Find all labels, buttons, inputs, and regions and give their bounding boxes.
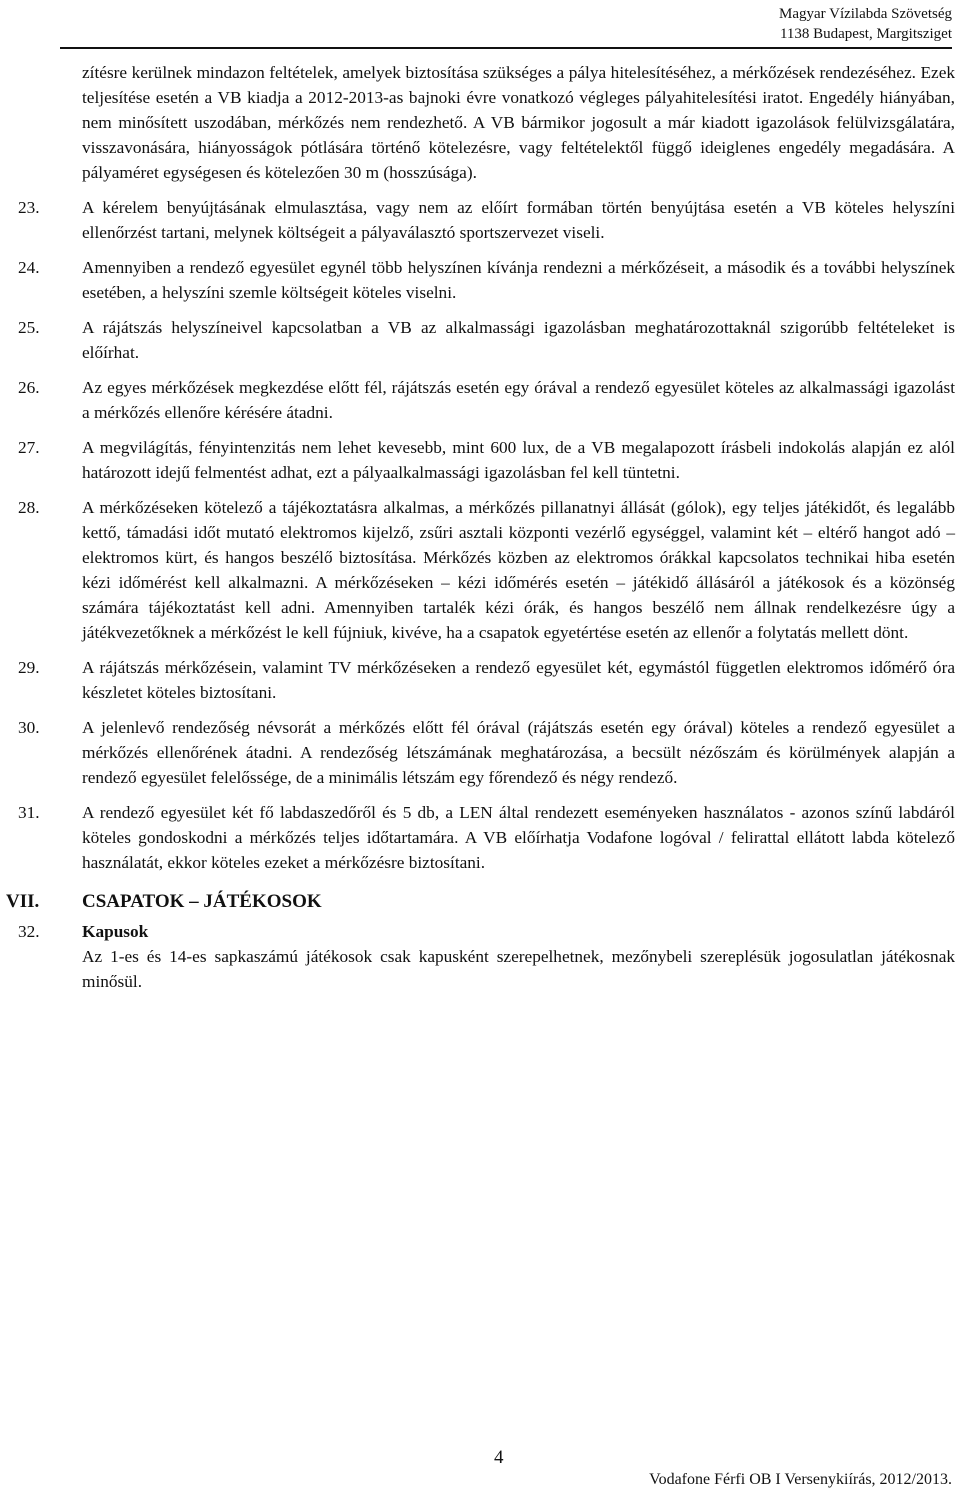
section-number: VII.	[6, 891, 40, 912]
footer-title: Vodafone Férfi OB I Versenykiírás, 2012/2013.	[649, 1471, 952, 1488]
section-heading	[6, 889, 955, 915]
item-number: 28.	[18, 498, 40, 517]
page-number: 4	[494, 1447, 504, 1468]
list-item	[18, 919, 955, 994]
item-number: 23.	[18, 198, 40, 217]
item-text: A jelenlevő rendezőség névsorát a mérkőzés előtt fél órával (rájátszás esetén egy órával) köteles a rendező egyesület a mérkőzés ellenőrének átadni. A rendezőség létszámának meghatározása, a becsült nézőszám és körülmények alapján a rendező egyesület felelőssége, de a minimális létszám egy főrendező és négy rendező.	[82, 718, 955, 787]
item-number: 30.	[18, 718, 40, 737]
header-rule	[60, 47, 952, 49]
item-number: 31.	[18, 803, 40, 822]
item-subheading: Kapusok	[82, 922, 149, 941]
header-org: Magyar Vízilabda Szövetség	[778, 6, 952, 22]
item-text: Amennyiben a rendező egyesület egynél több helyszínen kívánja rendezni a mérkőzéseit, a második és a további helyszínek esetében, a helyszíni szemle költségeit köteles viselni.	[82, 258, 955, 302]
intro-paragraph: zítésre kerülnek mindazon feltételek, amelyek biztosítása szükséges a pálya hitelesítéséhez, a mérkőzések rendezéséhez. Ezek teljesítése esetén a VB kiadja a 2012-2013-as bajnoki évre vonatkozó végleges pályahitelesítési iratot. Engedély hiányában, nem minősített uszodában, mérkőzés nem rendezhető. A VB bármikor jogosult a már kiadott igazolások felülvizsgálatára, visszavonására, hiányosságok pótlására történő kötelezésre, vagy feltételektől függő ideiglenes engedély megadására. A pályaméret egységesen és kötelezően 30 m (hosszúsága).	[82, 63, 955, 182]
header-address: 1138 Budapest, Margitsziget	[779, 26, 952, 42]
list-item	[18, 255, 955, 305]
item-number: 26.	[18, 378, 40, 397]
item-number: 24.	[18, 258, 40, 277]
section-title: CSAPATOK – JÁTÉKOSOK	[82, 891, 322, 912]
item-text: A kérelem benyújtásának elmulasztása, vagy nem az előírt formában történ benyújtása esetén a VB köteles helyszíni ellenőrzést tartani, melynek költségeit a pályaválasztó sportszervezet viseli.	[82, 198, 955, 242]
item-text: Az egyes mérkőzések megkezdése előtt fél, rájátszás esetén egy órával a rendező egyesület köteles az alkalmassági igazolást a mérkőzés ellenőre kérésére átadni.	[82, 378, 955, 422]
item-number: 27.	[18, 438, 40, 457]
document-body	[6, 60, 955, 1004]
list-item	[18, 655, 955, 705]
item-text: A rájátszás mérkőzésein, valamint TV mérkőzéseken a rendező egyesület két, egymástól független elektromos időmérő óra készletet köteles biztosítani.	[82, 658, 955, 702]
page-header	[779, 4, 952, 44]
item-text: A rájátszás helyszíneivel kapcsolatban a VB az alkalmassági igazolásban meghatározottaknál szigorúbb feltételeket is előírhat.	[82, 318, 955, 362]
item-number: 32.	[18, 922, 40, 941]
item-text: A megvilágítás, fényintenzitás nem lehet kevesebb, mint 600 lux, de a VB megalapozott írásbeli indokolás alapján ez alól határozott idejű felmentést adhat, ezt a pályaalkalmassági igazolásban fel kell tüntetni.	[82, 438, 955, 482]
list-item	[18, 435, 955, 485]
list-item	[18, 800, 955, 875]
list-item	[18, 195, 955, 245]
list-item	[18, 315, 955, 365]
item-number: 25.	[18, 318, 40, 337]
list-item	[18, 715, 955, 790]
list-item	[18, 495, 955, 645]
item-text: A mérkőzéseken kötelező a tájékoztatásra alkalmas, a mérkőzés pillanatnyi állását (gólok), egy teljes játékidőt, és legalább kettő, támadási időt mutató elektromos kijelző, zsűri asztali központi vezérlő egységgel, valamint két – eltérő hangot adó – elektromos kürt, és hangos beszélő biztosítása. Mérkőzés közben az elektromos órákkal kapcsolatos technikai hiba esetén kézi időmérést kell alkalmazni. A mérkőzéseken – kézi időmérés esetén – játékidő állásáról a játékosok és a közönség számára tájékoztatást kell adni. Amennyiben tartalék kézi órák, és hangos beszélő nem állnak rendelkezésre úgy a játékvezetőknek a mérkőzést le kell fújniuk, kivéve, ha a csapatok egyetértése esetén az ellenőr a folytatás mellett dönt.	[82, 498, 955, 642]
item-text: Az 1-es és 14-es sapkaszámú játékosok csak kapusként szerepelhetnek, mezőnybeli szereplésük jogosulatlan játékosnak minősül.	[82, 947, 955, 991]
list-item	[18, 375, 955, 425]
item-text: A rendező egyesület két fő labdaszedőről és 5 db, a LEN által rendezett eseményeken használatos - azonos színű labdáról köteles gondoskodni a mérkőzés teljes időtartamára. A VB előírhatja Vodafone logóval / felirattal ellátott labda kötelező használatát, ekkor köteles ezeket a mérkőzésre biztosítani.	[82, 803, 955, 872]
item-number: 29.	[18, 658, 40, 677]
